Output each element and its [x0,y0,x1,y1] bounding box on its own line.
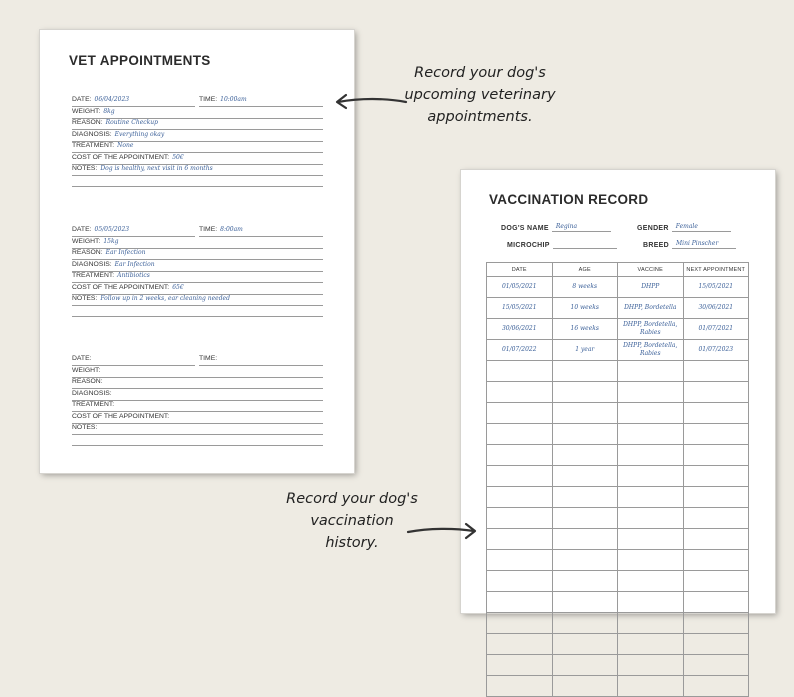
table-row [487,277,749,298]
appointment-treatment-field-value: None [117,142,134,149]
table-cell[interactable] [683,403,749,424]
appointment-notes-field-label: NOTES: [72,424,98,431]
table-cell[interactable] [487,613,553,634]
appointment-reason-field-label: REASON: [72,119,103,126]
breed-label: BREED [643,242,670,249]
table-cell[interactable] [618,445,684,466]
table-cell[interactable] [552,508,618,529]
table-row [487,592,749,613]
column-header: AGE [552,263,618,277]
table-cell[interactable]: 01/07/2023 [683,340,749,361]
table-cell[interactable] [683,361,749,382]
appointment-date-field-value: 06/04/2023 [94,96,130,103]
appointment-treatment-field-label: TREATMENT: [72,142,115,149]
appointment-time-field-label: TIME: [199,226,218,233]
microchip-value [553,239,617,249]
table-cell[interactable] [683,529,749,550]
table-cell[interactable] [683,508,749,529]
table-row [487,487,749,508]
appointment-cost-field-label: COST OF THE APPOINTMENT: [72,412,170,420]
table-row [487,382,749,403]
notes-extra-line[interactable] [72,445,323,446]
appointment-cost-field-value: 50€ [172,153,184,161]
appointment-treatment-field-label: TREATMENT: [72,272,115,279]
vaccination-annotation-line: history. [325,535,379,551]
appointment-time-field-label: TIME: [199,355,218,362]
appointment-time-field-label: TIME: [199,96,218,103]
table-cell[interactable] [618,592,684,613]
arrow-right-icon [404,518,480,544]
table-cell[interactable] [552,382,618,403]
table-cell[interactable] [618,382,684,403]
table-cell[interactable]: DHPP, Bordetella, Rabies [618,319,684,340]
table-cell[interactable] [618,487,684,508]
appointment-diagnosis-field-label: DIAGNOSIS: [72,130,112,138]
table-row [487,508,749,529]
breed-value: Mini Pinscher [672,239,736,249]
appointment-notes-field-value: Dog is healthy, next visit in 6 months [100,165,213,172]
appointment-weight-field-label: WEIGHT: [72,366,101,374]
table-cell[interactable] [618,529,684,550]
table-cell[interactable] [552,361,618,382]
table-cell[interactable]: DHPP, Bordetella [618,298,684,319]
appointment-notes-field[interactable] [72,422,323,435]
vaccination-page-title: VACCINATION RECORD [489,192,649,207]
table-cell[interactable] [552,445,618,466]
appointment-reason-field-value: Routine Checkup [105,119,158,126]
table-cell[interactable] [552,613,618,634]
table-cell[interactable] [487,592,553,613]
vet-page-title: VET APPOINTMENTS [69,53,211,68]
dog-name-value: Regina [552,222,611,232]
table-cell[interactable]: DHPP, Bordetella, Rabies [618,340,684,361]
vaccination-record-page [461,170,775,613]
table-row [487,529,749,550]
appointment-notes-field[interactable] [72,163,323,176]
table-cell[interactable]: 01/07/2022 [487,340,553,361]
table-cell[interactable] [683,466,749,487]
table-cell[interactable] [683,592,749,613]
appointment-cost-field-label: COST OF THE APPOINTMENT: [72,283,170,291]
table-cell[interactable] [552,571,618,592]
vet-annotation-line: Record your dog's [414,65,546,81]
table-cell[interactable]: 16 weeks [552,319,618,340]
table-cell[interactable] [683,634,749,655]
table-cell[interactable] [618,571,684,592]
appointment-date-field-value: 05/05/2023 [94,226,130,233]
table-cell[interactable] [618,508,684,529]
table-row [487,361,749,382]
table-row [487,424,749,445]
table-row [487,298,749,319]
table-cell[interactable] [487,382,553,403]
table-row [487,403,749,424]
table-cell[interactable] [618,613,684,634]
table-cell[interactable] [487,487,553,508]
appointment-treatment-field-value: Antibiotics [117,272,150,279]
table-row [487,445,749,466]
table-cell[interactable]: 1 year [552,340,618,361]
table-cell[interactable] [487,466,553,487]
table-cell[interactable] [552,487,618,508]
table-cell[interactable] [487,403,553,424]
table-cell[interactable]: 15/05/2021 [683,277,749,298]
appointment-notes-field-label: NOTES: [72,165,98,172]
appointment-weight-field-label: WEIGHT: [72,107,101,115]
table-cell[interactable] [552,466,618,487]
appointment-date-field-label: DATE: [72,355,92,362]
table-cell[interactable] [487,676,553,697]
column-header: DATE [487,263,553,277]
appointment-reason-field-value: Ear Infection [105,249,146,256]
appointment-notes-field[interactable] [72,293,323,306]
appointment-reason-field-label: REASON: [72,378,103,385]
dog-name-label: DOG'S NAME [501,225,549,232]
table-cell[interactable]: 01/07/2021 [683,319,749,340]
table-row [487,550,749,571]
vet-annotation-line: appointments. [427,109,533,125]
table-cell[interactable]: 15/05/2021 [487,298,553,319]
table-cell[interactable] [683,382,749,403]
breed-field[interactable] [643,239,736,250]
table-cell[interactable] [487,445,553,466]
gender-label: GENDER [637,225,669,232]
table-cell[interactable] [552,424,618,445]
table-row [487,634,749,655]
table-cell[interactable] [552,592,618,613]
notes-extra-line[interactable] [72,316,323,317]
table-cell[interactable] [618,550,684,571]
appointment-diagnosis-field-value: Everything okay [114,130,165,138]
column-header: NEXT APPOINTMENT [683,263,749,277]
table-row [487,571,749,592]
appointment-diagnosis-field-label: DIAGNOSIS: [72,260,112,268]
gender-value: Female [672,222,731,232]
table-cell[interactable]: 8 weeks [552,277,618,298]
microchip-label: MICROCHIP [507,242,550,249]
table-cell[interactable] [618,634,684,655]
appointment-treatment-field-label: TREATMENT: [72,401,115,408]
table-cell[interactable] [618,361,684,382]
table-cell[interactable] [487,529,553,550]
table-cell[interactable] [487,508,553,529]
table-cell[interactable] [552,655,618,676]
table-cell[interactable] [552,403,618,424]
vaccination-table [486,262,749,697]
table-cell[interactable] [487,361,553,382]
table-row [487,340,749,361]
table-cell[interactable] [552,634,618,655]
dog-name-field[interactable] [501,222,611,233]
table-cell[interactable] [683,655,749,676]
table-cell[interactable] [683,613,749,634]
appointment-date-field-label: DATE: [72,96,92,103]
table-cell[interactable]: 10 weeks [552,298,618,319]
table-cell[interactable] [552,529,618,550]
appointment-diagnosis-field-value: Ear Infection [114,260,155,268]
vet-annotation-line: upcoming veterinary [404,87,556,103]
table-cell[interactable]: 30/06/2021 [683,298,749,319]
table-row [487,319,749,340]
table-cell[interactable] [618,403,684,424]
table-cell[interactable] [683,487,749,508]
table-row [487,613,749,634]
table-cell[interactable]: 30/06/2021 [487,319,553,340]
table-row [487,466,749,487]
notes-extra-line[interactable] [72,186,323,187]
table-cell[interactable] [683,676,749,697]
table-cell[interactable] [618,466,684,487]
column-header: VACCINE [618,263,684,277]
appointment-weight-field-value: 15kg [103,237,119,245]
gender-field[interactable] [637,222,731,233]
table-cell[interactable] [487,550,553,571]
vaccination-annotation-line: vaccination [310,513,394,529]
table-cell[interactable] [683,445,749,466]
table-cell[interactable] [552,676,618,697]
table-cell[interactable] [487,571,553,592]
table-cell[interactable] [487,655,553,676]
vet-annotation [400,62,560,128]
table-cell[interactable] [683,424,749,445]
appointment-reason-field-label: REASON: [72,249,103,256]
appointment-weight-field-value: 8kg [103,107,115,115]
appointment-diagnosis-field-label: DIAGNOSIS: [72,389,112,397]
table-row [487,655,749,676]
vaccination-annotation-line: Record your dog's [286,491,418,507]
table-cell[interactable] [552,550,618,571]
table-cell[interactable]: DHPP [618,277,684,298]
appointment-weight-field-label: WEIGHT: [72,237,101,245]
appointment-time-field-value: 10:00am [220,96,247,103]
table-cell[interactable]: 01/05/2021 [487,277,553,298]
table-cell[interactable] [683,550,749,571]
table-cell[interactable] [487,634,553,655]
table-cell[interactable] [683,571,749,592]
table-cell[interactable] [618,424,684,445]
table-cell[interactable] [618,676,684,697]
vet-appointments-page [40,30,354,473]
table-cell[interactable] [487,424,553,445]
appointment-cost-field-value: 65€ [172,283,184,291]
appointment-notes-field-label: NOTES: [72,295,98,302]
arrow-left-icon [330,88,410,114]
table-row [487,676,749,697]
microchip-field[interactable] [507,239,617,250]
appointment-date-field-label: DATE: [72,226,92,233]
appointment-time-field-value: 8:00am [220,226,243,233]
appointment-notes-field-value: Follow up in 2 weeks, ear cleaning needed [100,295,230,302]
appointment-cost-field-label: COST OF THE APPOINTMENT: [72,153,170,161]
table-cell[interactable] [618,655,684,676]
